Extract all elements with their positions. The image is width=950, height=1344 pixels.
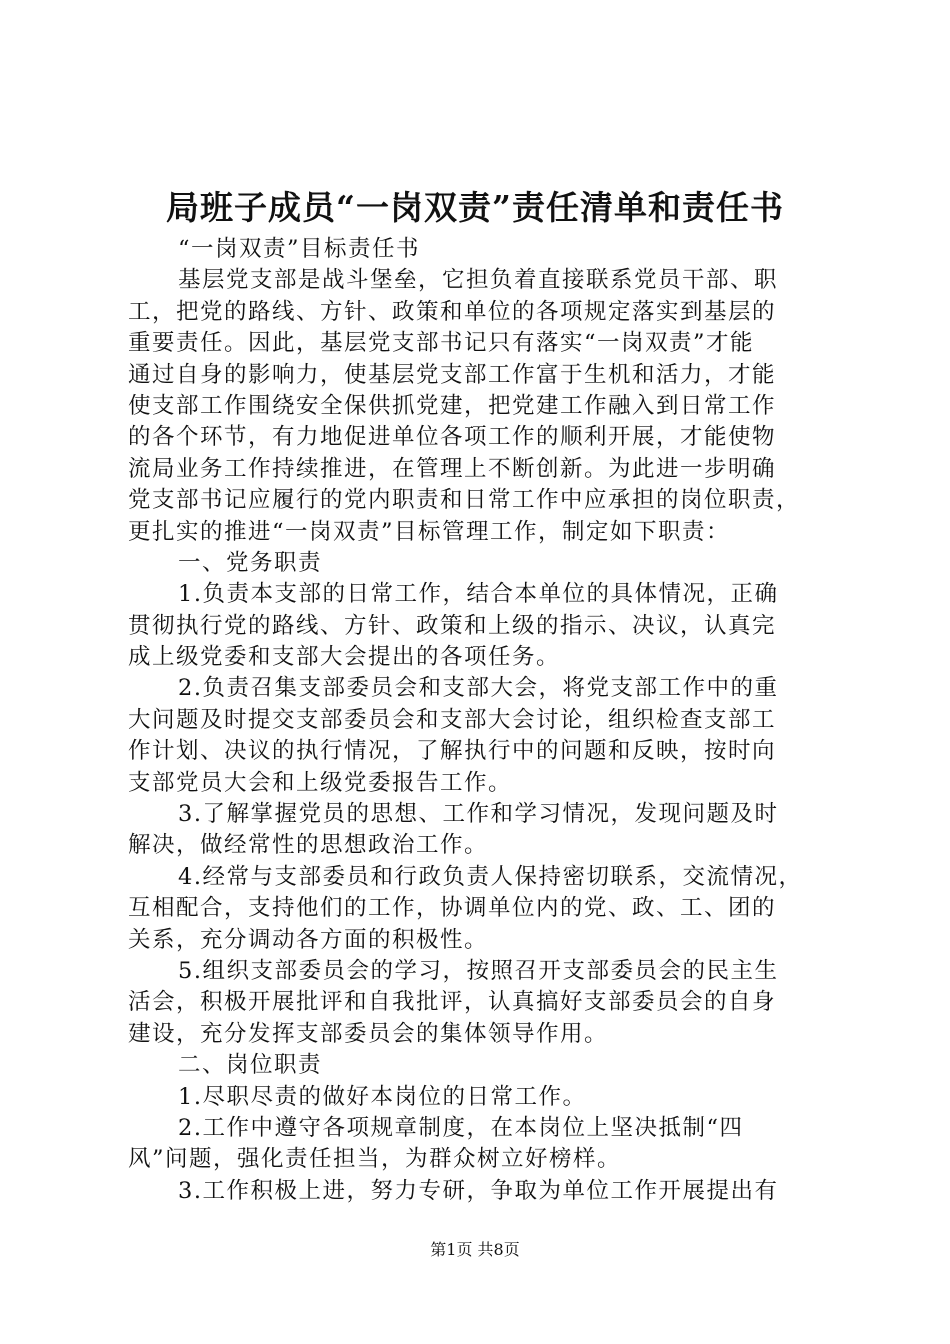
body-text-line: 风”问题，强化责任担当，为群众树立好榜样。	[128, 1146, 622, 1173]
body-text-line: 2.工作中遵守各项规章制度，在本岗位上坚决抵制“四	[178, 1114, 744, 1141]
body-text-line: 活会，积极开展批评和自我批评，认真搞好支部委员会的自身	[128, 989, 777, 1016]
body-text-line: 党支部书记应履行的党内职责和日常工作中应承担的岗位职责，	[128, 487, 801, 514]
body-text-line: 1.负责本支部的日常工作，结合本单位的具体情况，正确	[178, 581, 779, 608]
body-text-line: 大问题及时提交支部委员会和支部大会讨论，组织检查支部工	[128, 706, 777, 733]
body-text-line: 工，把党的路线、方针、政策和单位的各项规定落实到基层的	[128, 298, 777, 325]
body-text-line: 解决，做经常性的思想政治工作。	[128, 832, 489, 859]
body-text-line: 1.尽职尽责的做好本岗位的日常工作。	[178, 1083, 587, 1110]
body-text-line: 互相配合，支持他们的工作，协调单位内的党、政、工、团的	[128, 895, 777, 922]
body-text-line: 成上级党委和支部大会提出的各项任务。	[128, 644, 561, 671]
body-text-line: 2.负责召集支部委员会和支部大会，将党支部工作中的重	[178, 675, 779, 702]
document-body	[128, 234, 838, 1207]
body-text-line: 一、党务职责	[178, 549, 323, 576]
body-text-line: 支部党员大会和上级党委报告工作。	[128, 769, 513, 796]
body-text-line: 基层党支部是战斗堡垒，它担负着直接联系党员干部、职	[178, 267, 779, 294]
body-text-line: 二、岗位职责	[178, 1052, 323, 1079]
body-text-line: 更扎实的推进“一岗双责”目标管理工作，制定如下职责：	[128, 518, 731, 545]
body-text-line: 重要责任。因此，基层党支部书记只有落实“一岗双责”才能	[128, 330, 755, 357]
body-text-line: 通过自身的影响力，使基层党支部工作富于生机和活力，才能	[128, 361, 777, 388]
body-text-line: “一岗双责”目标责任书	[178, 236, 421, 262]
body-text-line: 的各个环节，有力地促进单位各项工作的顺利开展，才能使物	[128, 424, 777, 451]
document-title: 局班子成员“一岗双责”责任清单和责任书	[166, 188, 784, 227]
body-text-line: 3.了解掌握党员的思想、工作和学习情况，发现问题及时	[178, 801, 779, 828]
body-text-line: 流局业务工作持续推进，在管理上不断创新。为此进一步明确	[128, 455, 777, 482]
body-text-line: 建设，充分发挥支部委员会的集体领导作用。	[128, 1020, 609, 1047]
body-text-line: 5.组织支部委员会的学习，按照召开支部委员会的民主生	[178, 957, 779, 984]
body-text-line: 使支部工作围绕安全保供抓党建，把党建工作融入到日常工作	[128, 392, 777, 419]
body-text-line: 作计划、决议的执行情况，了解执行中的问题和反映，按时向	[128, 738, 777, 765]
body-text-line: 4.经常与支部委员和行政负责人保持密切联系，交流情况，	[178, 863, 803, 890]
body-text-line: 3.工作积极上进，努力专研，争取为单位工作开展提出有	[178, 1177, 779, 1204]
body-text-line: 贯彻执行党的路线、方针、政策和上级的指示、决议，认真完	[128, 612, 777, 639]
page-number-footer: 第1页 共8页	[430, 1240, 520, 1259]
body-text-line: 关系，充分调动各方面的积极性。	[128, 926, 489, 953]
